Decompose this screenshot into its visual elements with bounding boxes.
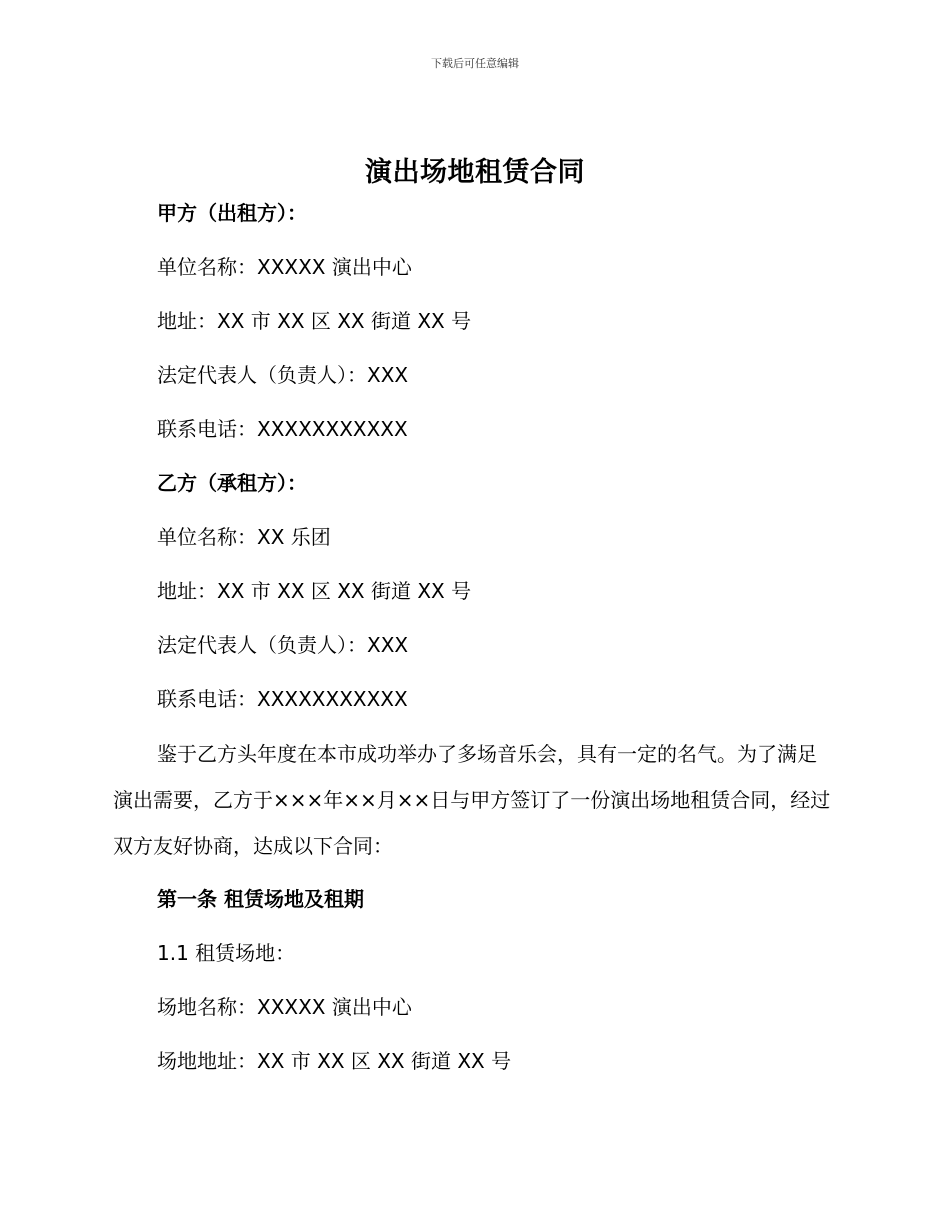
- party-a-phone: 联系电话：XXXXXXXXXXX: [157, 417, 408, 441]
- party-b-unit: 单位名称：XX 乐团: [157, 525, 331, 549]
- party-b-address: 地址：XX 市 XX 区 XX 街道 XX 号: [157, 579, 472, 603]
- party-b-representative: 法定代表人（负责人）：XXX: [157, 633, 409, 657]
- party-a-representative: 法定代表人（负责人）：XXX: [157, 363, 409, 387]
- venue-address: 场地地址：XX 市 XX 区 XX 街道 XX 号: [157, 1049, 512, 1073]
- preamble-paragraph: 鉴于乙方头年度在本市成功举办了多场音乐会，具有一定的名气。为了满足演出需要，乙方于×××年××月××日与甲方签订了一份演出场地租赁合同，经过双方友好协商，达成以下合同：: [113, 742, 831, 858]
- party-a-address: 地址：XX 市 XX 区 XX 街道 XX 号: [157, 309, 472, 333]
- article1-sub1: 1.1 租赁场地：: [157, 941, 296, 965]
- article1-heading: 第一条 租赁场地及租期: [157, 887, 364, 911]
- party-a-heading: 甲方（出租方）：: [157, 201, 307, 225]
- header-note: 下载后可任意编辑: [431, 57, 519, 70]
- party-b-phone: 联系电话：XXXXXXXXXXX: [157, 687, 408, 711]
- party-b-heading: 乙方（承租方）：: [157, 471, 307, 495]
- party-a-unit: 单位名称：XXXXX 演出中心: [157, 255, 412, 279]
- document-title: 演出场地租赁合同: [365, 157, 585, 188]
- venue-name: 场地名称：XXXXX 演出中心: [157, 995, 412, 1019]
